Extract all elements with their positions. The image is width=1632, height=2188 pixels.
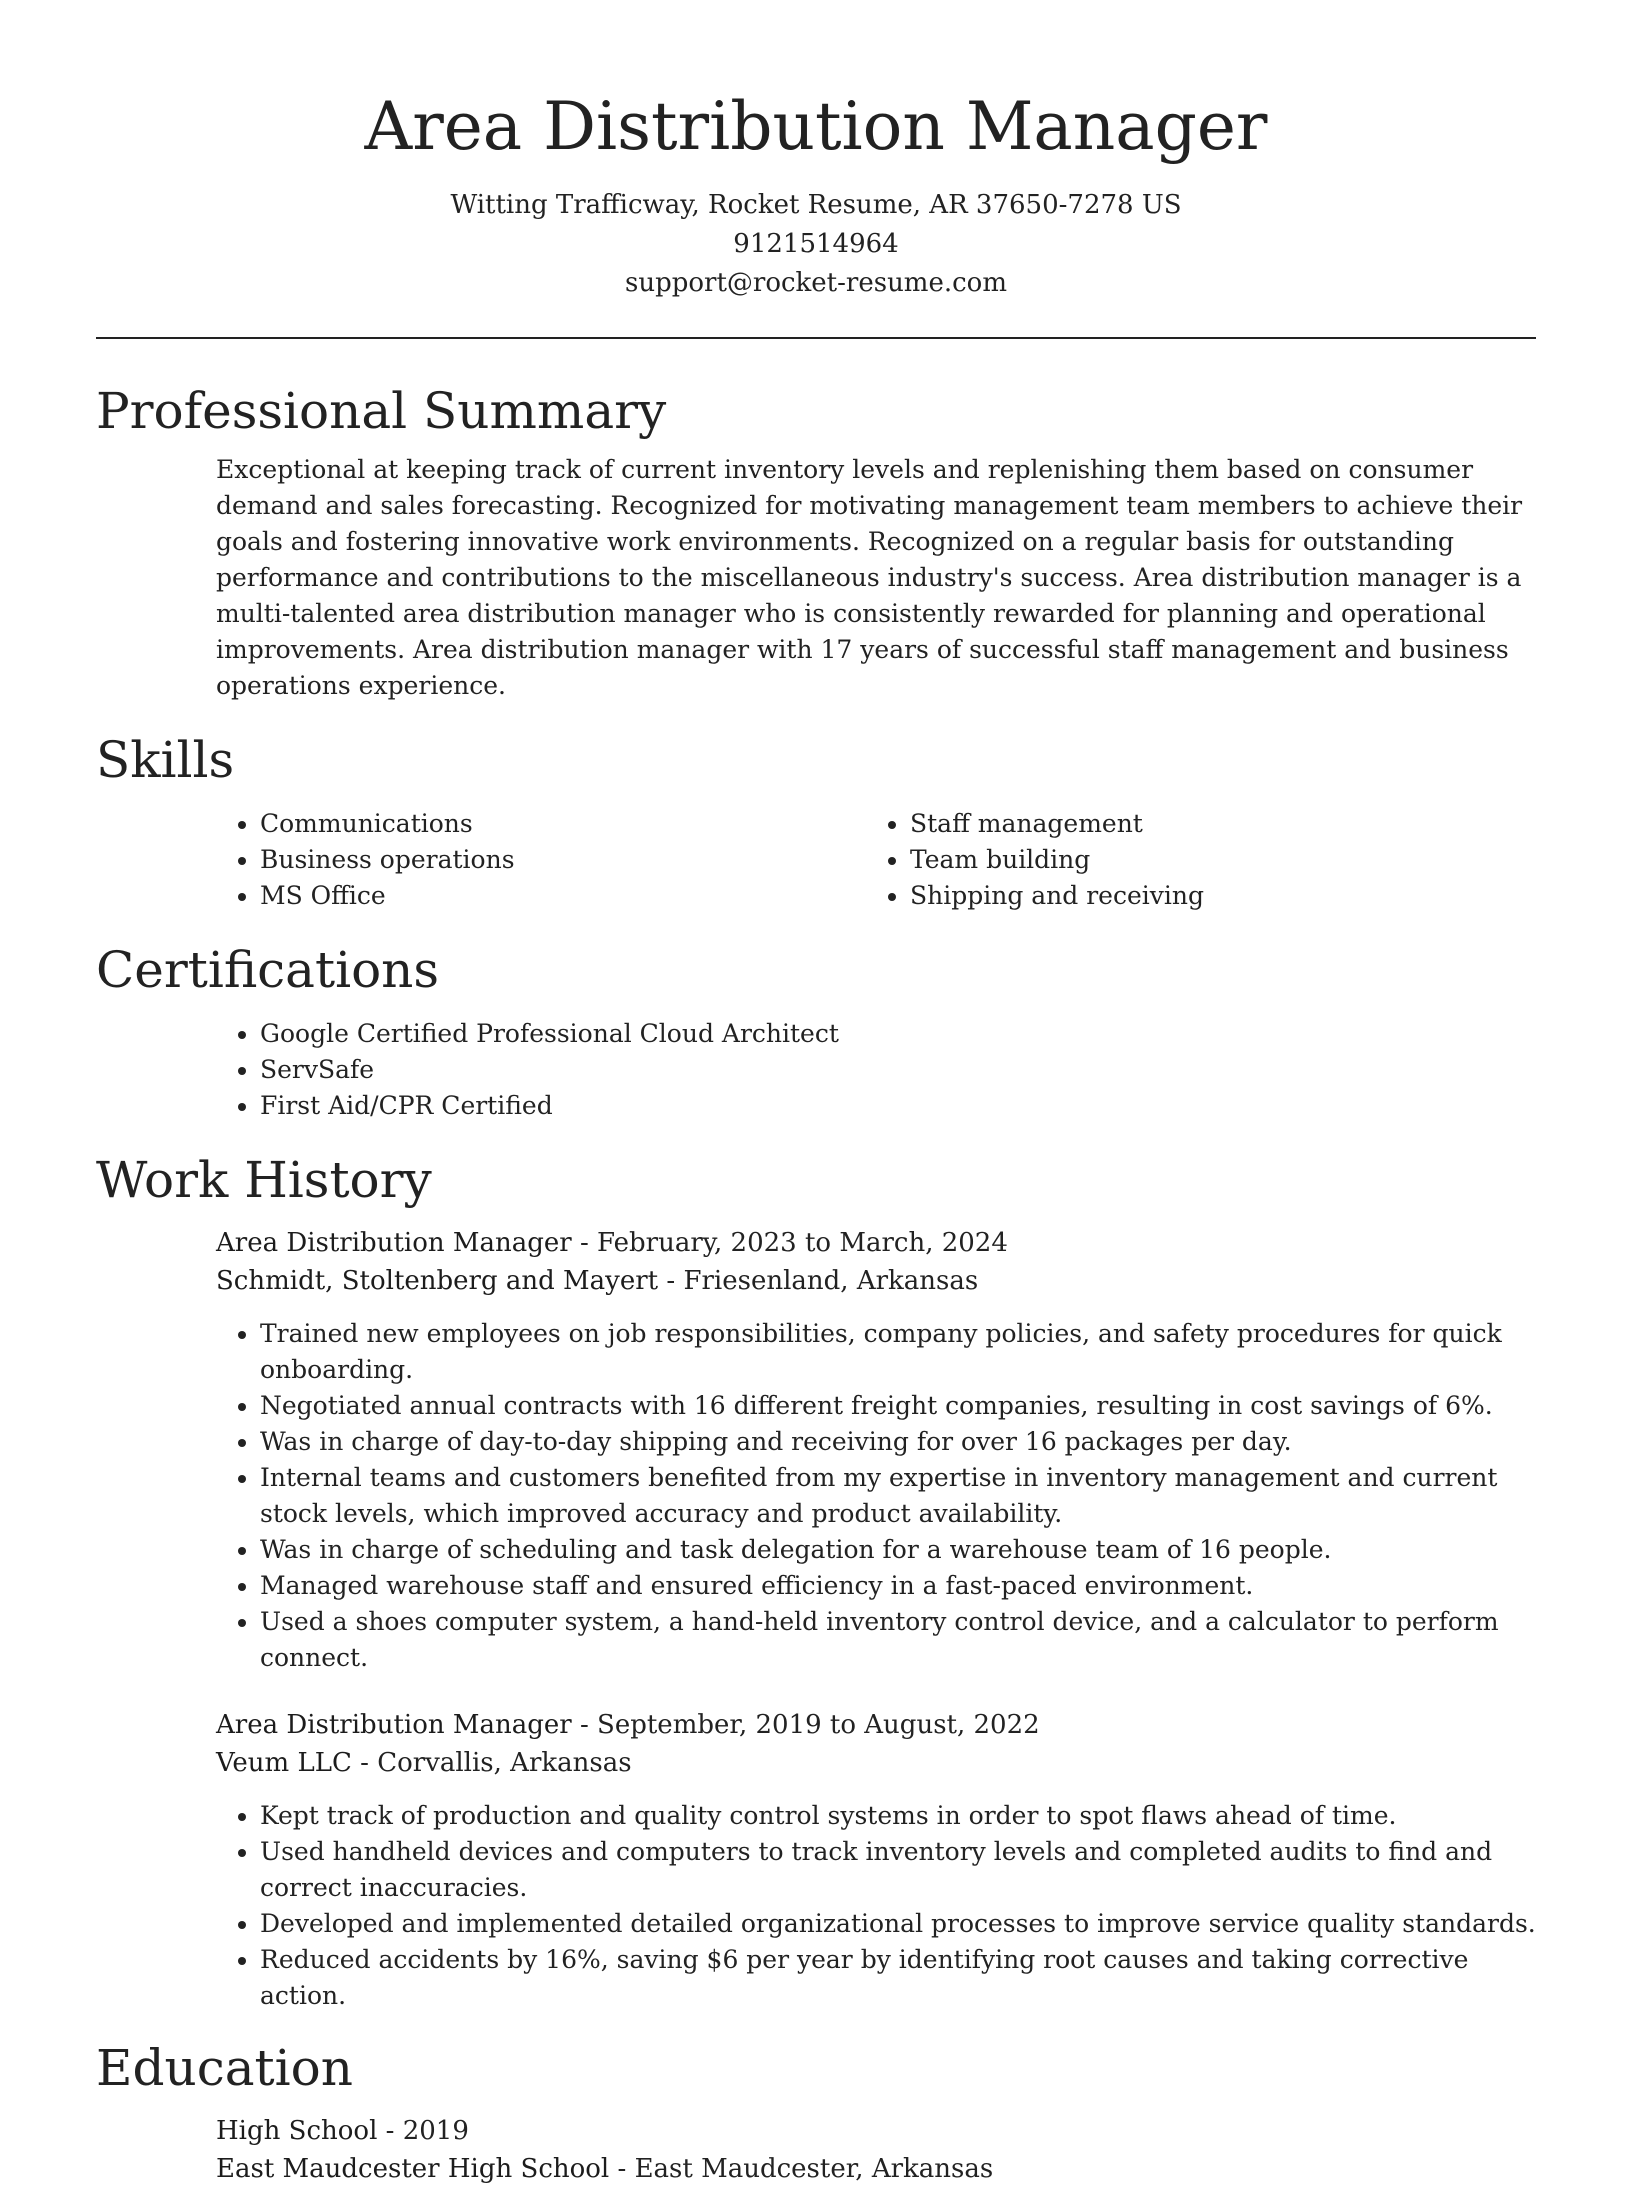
list-item: • Trained new employees on job responsibilities, company policies, and safety procedures for quick onboarding. — [260, 1316, 1536, 1388]
education-title: Education — [96, 2039, 353, 2097]
education-school-line — [216, 2150, 1536, 2188]
list-item: • First Aid/CPR Certified — [260, 1088, 1536, 1124]
education-degree: High School — [216, 2116, 378, 2146]
job-company: Veum LLC — [216, 1748, 352, 1778]
education-year: - 2019 — [377, 2116, 469, 2146]
job-title-line — [216, 1706, 1536, 1744]
job-bullets — [216, 1798, 1536, 2014]
resume-header — [96, 0, 1536, 303]
work-title: Work History — [96, 1151, 432, 1209]
contact-address: Witting Trafficway, Rocket Resume, AR 37650-7278 US — [450, 190, 1182, 220]
education-school: East Maudcester High School — [216, 2154, 610, 2184]
list-item: • Used a shoes computer system, a hand-held inventory control device, and a calculator to perform connect. — [260, 1604, 1536, 1676]
certifications-title: Certifications — [96, 941, 440, 999]
resume-page — [96, 0, 1536, 2188]
job-title-line — [216, 1224, 1536, 1262]
list-item: • Managed warehouse staff and ensured efficiency in a fast-paced environment. — [260, 1568, 1536, 1604]
job-dates: - September, 2019 to August, 2022 — [571, 1710, 1040, 1740]
job-role: Area Distribution Manager — [216, 1710, 572, 1740]
contact-phone: 9121514964 — [733, 229, 899, 259]
list-item: • Developed and implemented detailed organizational processes to improve service quality standards. — [260, 1906, 1536, 1942]
list-item: • Was in charge of scheduling and task delegation for a warehouse team of 16 people. — [260, 1532, 1536, 1568]
skills-list-left — [216, 806, 866, 914]
job-entry — [96, 1224, 1536, 1676]
list-item: • Reduced accidents by 16%, saving $6 per year by identifying root causes and taking corrective action. — [260, 1942, 1536, 2014]
job-company: Schmidt, Stoltenberg and Mayert — [216, 1266, 659, 1296]
work-section — [96, 1148, 1536, 2014]
skills-title: Skills — [96, 731, 235, 789]
list-item: • Staff management — [910, 806, 1516, 842]
list-item: • Negotiated annual contracts with 16 different freight companies, resulting in cost savings of 6%. — [260, 1388, 1536, 1424]
contact-block — [96, 186, 1536, 303]
skills-list-right — [866, 806, 1516, 914]
list-item: • Google Certified Professional Cloud Architect — [260, 1016, 1536, 1052]
list-item: • ServSafe — [260, 1052, 1536, 1088]
list-item: • MS Office — [260, 878, 866, 914]
job-location: - Friesenland, Arkansas — [658, 1266, 979, 1296]
job-company-line — [216, 1744, 1536, 1782]
list-item: • Was in charge of day-to-day shipping and receiving for over 16 packages per day. — [260, 1424, 1536, 1460]
list-item: • Business operations — [260, 842, 866, 878]
summary-text: Exceptional at keeping track of current inventory levels and replenishing them based on consumer demand and sales forecasting. Recognized for motivating management team members to achieve their goals and fostering innovative work environments. Recognized on a regular basis for outstanding performance and contributions to the miscellaneous industry's success. Area distribution manager is a multi-talented area distribution manager who is consistently rewarded for planning and operational improvements. Area distribution manager with 17 years of successful staff management and business operations experience. — [216, 455, 1523, 700]
list-item: • Shipping and receiving — [910, 878, 1516, 914]
job-entry — [96, 1706, 1536, 2014]
summary-title: Professional Summary — [96, 382, 667, 440]
list-item: • Kept track of production and quality control systems in order to spot flaws ahead of time. — [260, 1798, 1536, 1834]
education-degree-line — [216, 2112, 1536, 2150]
job-dates: - February, 2023 to March, 2024 — [571, 1228, 1008, 1258]
certifications-list — [216, 1016, 1536, 1124]
candidate-name: Area Distribution Manager — [364, 88, 1268, 165]
job-bullets — [216, 1316, 1536, 1676]
job-location: - Corvallis, Arkansas — [351, 1748, 632, 1778]
education-location: - East Maudcester, Arkansas — [609, 2154, 994, 2184]
contact-email: support@rocket-resume.com — [624, 268, 1007, 298]
list-item: • Used handheld devices and computers to track inventory levels and completed audits to find and correct inaccuracies. — [260, 1834, 1536, 1906]
list-item: • Team building — [910, 842, 1516, 878]
summary-section — [96, 379, 1536, 704]
list-item: • Internal teams and customers benefited from my expertise in inventory management and current stock levels, which improved accuracy and product availability. — [260, 1460, 1536, 1532]
education-entry — [96, 2112, 1536, 2188]
job-company-line — [216, 1262, 1536, 1300]
skills-section — [96, 728, 1536, 914]
certifications-section — [96, 938, 1536, 1124]
education-section — [96, 2036, 1536, 2188]
header-divider — [96, 337, 1536, 339]
list-item: • Communications — [260, 806, 866, 842]
job-role: Area Distribution Manager — [216, 1228, 572, 1258]
